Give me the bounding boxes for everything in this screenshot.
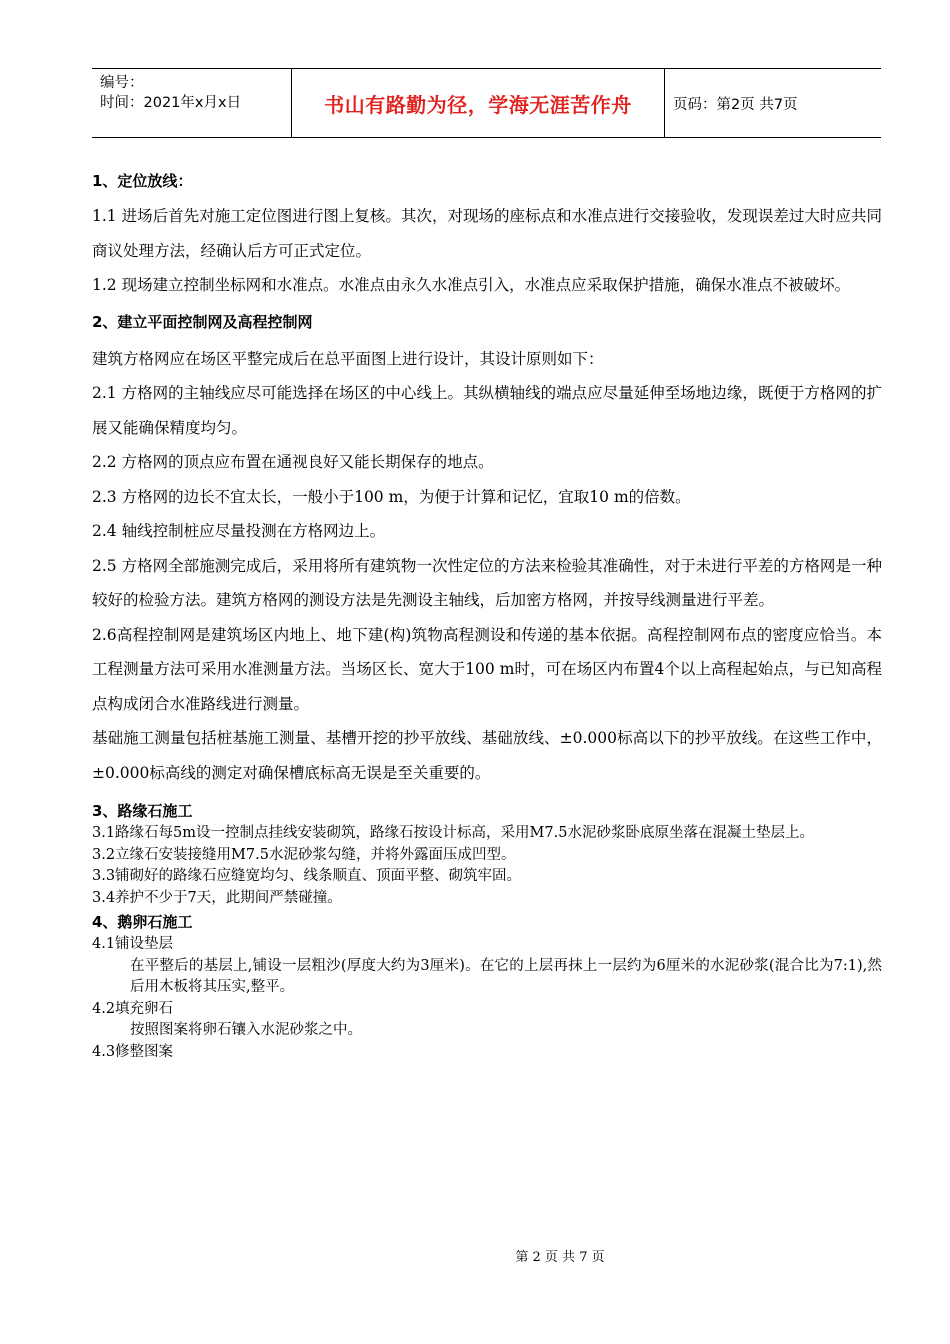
paragraph: 2.5 方格网全部施测完成后，采用将所有建筑物一次性定位的方法来检验其准确性，对于未进行平差的方格网是一种较好的检验方法。建筑方格网的测设方法是先测设主轴线，后加密方格网，并按导线测量进行平差。 (92, 556, 882, 609)
paragraph: 3.2立缘石安装接缝用M7.5水泥砂浆勾缝，并将外露面压成凹型。 (92, 846, 516, 863)
document-header (92, 68, 881, 138)
section-heading: 4、鹅卵石施工 (92, 913, 193, 931)
section-heading: 2、建立平面控制网及高程控制网 (92, 312, 313, 331)
header-meta (92, 69, 292, 137)
paragraph: 3.4养护不少于7天，此期间严禁碰撞。 (92, 889, 342, 906)
section-heading: 1、定位放线： (92, 172, 193, 190)
paragraph: 2.2 方格网的顶点应布置在通视良好又能长期保存的地点。 (92, 453, 494, 471)
number-label: 编号： (100, 75, 144, 91)
paragraph: 1.2 现场建立控制坐标网和水准点。水准点由永久水准点引入，水准点应采取保护措施，确保水准点不被破坏。 (92, 276, 851, 294)
paragraph: 3.3铺砌好的路缘石应缝宽均匀、线条顺直、顶面平整、砌筑牢固。 (92, 868, 522, 884)
paragraph: 按照图案将卵石镶入水泥砂浆之中。 (130, 1022, 362, 1038)
paragraph: 建筑方格网应在场区平整完成后在总平面图上进行设计，其设计原则如下： (92, 349, 604, 368)
paragraph: 基础施工测量包括桩基施工测量、基槽开挖的抄平放线、基础放线、±0.000标高以下的抄平放线。在这些工作中，±0.000标高线的测定对确保槽底标高无误是至关重要的。 (92, 729, 882, 782)
paragraph: 4.3修整图案 (92, 1043, 174, 1060)
paragraph: 2.1 方格网的主轴线应尽可能选择在场区的中心线上。其纵横轴线的端点应尽量延伸至场地边缘，既便于方格网的扩展又能确保精度均匀。 (92, 384, 882, 437)
document-body (92, 166, 882, 1063)
footer-page-number: 第 2 页 共 7 页 (515, 1250, 605, 1265)
paragraph: 4.2填充卵石 (92, 1000, 174, 1017)
header-motto: 书山有路勤为径，学海无涯苦作舟 (292, 69, 665, 137)
section-heading: 3、路缘石施工 (92, 802, 193, 820)
paragraph: 2.6高程控制网是建筑场区内地上、地下建(构)筑物高程测设和传递的基本依据。高程控制网布点的密度应恰当。本工程测量方法可采用水准测量方法。当场区长、宽大于100 m时，可在场区内布置4个以上高程起始点，与已知高程点构成闭合水准路线进行测量。 (92, 625, 882, 713)
header-page-label: 页码：第2页 共7页 (673, 96, 798, 113)
paragraph: 2.4 轴线控制桩应尽量投测在方格网边上。 (92, 522, 386, 540)
paragraph: 在平整后的基层上,铺设一层粗沙(厚度大约为3厘米)。在它的上层再抹上一层约为6厘米的水泥砂浆(混合比为7:1),然后用木板将其压实,整平。 (130, 957, 882, 995)
paragraph: 1.1 进场后首先对施工定位图进行图上复核。其次，对现场的座标点和水准点进行交接验收，发现误差过大时应共同商议处理方法，经确认后方可正式定位。 (92, 207, 882, 260)
page-footer (0, 1246, 950, 1265)
paragraph: 3.1路缘石每5m设一控制点挂线安装砌筑，路缘石按设计标高，采用M7.5水泥砂浆卧底原坐落在混凝土垫层上。 (92, 825, 814, 841)
paragraph: 4.1铺设垫层 (92, 936, 174, 952)
paragraph: 2.3 方格网的边长不宜太长，一般小于100 m，为便于计算和记忆，宜取10 m的倍数。 (92, 487, 691, 506)
time-label: 时间：2021年x月x日 (100, 95, 242, 111)
